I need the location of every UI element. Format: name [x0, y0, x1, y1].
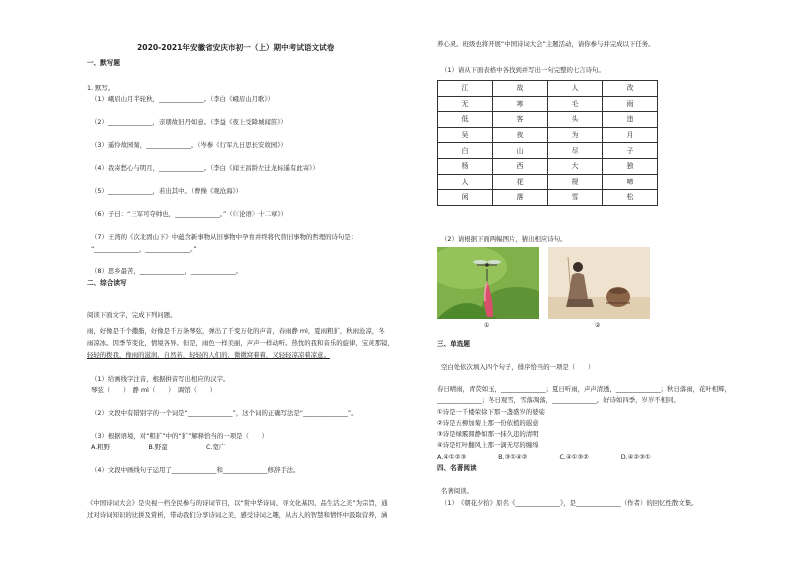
sub-question-1: （1）给画线字注音，根据拼音写出相应的汉字。 [91, 375, 230, 383]
grid-cell: 头 [548, 112, 603, 128]
grid-cell: 雪 [548, 190, 603, 206]
grid-cell: 松 [603, 190, 658, 206]
reading-intro: 阅读下面文字，完成下列问题。 [87, 311, 177, 319]
grid-cell: 杨 [438, 158, 493, 174]
choice-passage-line-1: 春日晴雨，青荧如玉，______________；夏日听雨，声声清透，______________；秋日落雨，花叶相辉， [437, 385, 731, 393]
section-heading-4: 四、名著阅读 [437, 464, 477, 472]
classic-reading-question: （1） 《朝花夕拾》原名《______________》，是______________（作者）的回忆性散文集。 [441, 499, 698, 507]
sub-question-3-options: A.粗野 B.野蛮 C.宽广 [91, 443, 226, 451]
grid-cell: 违 [603, 112, 658, 128]
grid-cell: 子 [603, 143, 658, 159]
section-heading-1: 一、默写题 [87, 59, 120, 67]
fill-line-7a: （7）王湾的《次北固山下》中蕴含新事物从旧事物中孕育并终将代替旧事物的哲理的诗句是： [91, 233, 358, 241]
fill-line-8: （8）思乡最苦，______________，______________。 [91, 267, 243, 275]
grid-cell: 夜 [493, 127, 548, 143]
sub-question-4: （4）文段中画线句子运用了______________和______________修辞手法。 [91, 466, 300, 474]
image-caption-2: ② [595, 322, 601, 329]
grid-cell: 为 [548, 127, 603, 143]
grid-row [438, 96, 658, 112]
grid-cell: 白 [438, 143, 493, 159]
grid-row [438, 127, 658, 143]
classic-reading-intro: 名著阅读。 [441, 487, 473, 495]
section-heading-2: 二、综合读写 [87, 279, 127, 287]
choice-sentence-4: ④诗是红叶翻风上那一滴无尽的缠绵 [437, 441, 539, 449]
fill-line-5: （5）______________，若出其中。（曹操《观沧海》） [91, 187, 243, 195]
right-question-2: （2）请根据下面两幅图片，猜出相应诗句。 [441, 235, 567, 243]
choice-sentence-1: ①诗是一千楼荣徐下那一盏盛岁的婆娑 [437, 408, 545, 416]
page-title: 2020-2021年安徽省安庆市初一（上）期中考试语文试卷 [137, 43, 335, 52]
grid-row [438, 81, 658, 97]
right-question-1: （1）请从下面表格中各找到并写出一句完整的七言诗句。 [441, 66, 605, 74]
character-grid [437, 80, 658, 206]
fill-line-2: （2）______________，亲朋故旧丹如意。（李益《夜上受降城闻笛》） [91, 118, 287, 126]
sub-question-3: （3）根据语境，对“粗犷”中的“犷”解释恰当的一项是（ ） [91, 432, 269, 440]
grid-cell: 闲 [438, 190, 493, 206]
grid-cell: 客 [493, 112, 548, 128]
grid-cell: 啼 [603, 174, 658, 190]
grid-cell: 人 [438, 174, 493, 190]
passage-line-3: 轻轻的拨我，像雨的滋润，自然若，轻轻的人们的，微微窝着着，又轻轻凉凉着凉意。 [87, 351, 330, 359]
grid-cell: 尽 [548, 143, 603, 159]
grid-cell: 西 [493, 158, 548, 174]
grid-cell: 规 [548, 174, 603, 190]
fill-line-4: （4）我寄愁心与明月，______________。（李白《闻王昌龄左迁龙标遥有此寄》） [91, 164, 319, 172]
grid-row [438, 190, 658, 206]
grid-cell: 毛 [548, 96, 603, 112]
grid-cell: 落 [493, 190, 548, 206]
sub-question-1-items: 琴弦（ ） 静 mì（ ） 调馆（ ） [91, 386, 217, 394]
section-heading-3: 三、单选题 [437, 340, 470, 348]
fill-line-7b: “______________，______________。” [91, 245, 197, 253]
passage-line-1: 雨，好像是千个撒脂，好像是千万条琴弦，弹出了千变万化的声音，春雨静 mì，夏雨粗犷，秋雨沧凉，冬 [87, 327, 385, 335]
lotus-dragonfly-image [437, 247, 539, 319]
image-caption-1: ① [484, 322, 490, 329]
grid-cell: 大 [548, 158, 603, 174]
grid-cell: 改 [603, 81, 658, 97]
answer-options: A.④①②③ B.③①④② C.④①③② D.④②③① [437, 453, 651, 461]
grid-cell: 吴 [438, 127, 493, 143]
seated-woman-image [548, 247, 650, 319]
passage-line-5: 过对诗词知识的比拼及赏析，带动我们分享诗词之美，感受诗词之趣，从古人的智慧和情怀中汲取营养，涵 [87, 511, 388, 519]
grid-cell: 人 [548, 81, 603, 97]
grid-row [438, 112, 658, 128]
grid-cell: 故 [493, 81, 548, 97]
sub-question-2: （2）文段中有错别字的一个词是“______________”，这个词的正确写法是“______________”。 [91, 409, 358, 417]
grid-row [438, 143, 658, 159]
single-choice-question: 空白处依次填入四个句子，排序恰当的一项是（ ） [441, 363, 595, 371]
grid-cell: 月 [603, 127, 658, 143]
fill-line-6: （6）子曰：“三军可夺帅也，______________。”（《〈论语〉十二章》） [91, 210, 287, 218]
grid-row [438, 174, 658, 190]
grid-row [438, 158, 658, 174]
right-intro-line: 养心灵。班级也将开展“中国诗词大会”主题活动，请你参与并完成以下任务。 [437, 40, 655, 48]
fill-line-1: （1）峨眉山月半轮秋，______________。（李白《峨眉山月歌》） [91, 95, 274, 103]
grid-cell: 花 [493, 174, 548, 190]
grid-cell: 无 [438, 96, 493, 112]
choice-sentence-3: ③诗是绿霰圆静如那一抹久违的清明 [437, 430, 539, 438]
passage-line-4: 《中国诗词大会》是央视一档全民参与的诗词节目，以“赏中华诗词、寻文化基因、品生活之美”为宗旨，通 [87, 499, 388, 507]
grid-cell: 雨 [603, 96, 658, 112]
grid-cell: 独 [603, 158, 658, 174]
fill-line-3: （3）遥怜故园菊，______________。（岑参《行军九日思长安故园》） [91, 141, 287, 149]
choice-sentence-2: ②诗是五柳加菊上那一份依植的遐意 [437, 419, 539, 427]
grid-cell: 寒 [493, 96, 548, 112]
grid-cell: 山 [493, 143, 548, 159]
grid-cell: 低 [438, 112, 493, 128]
question-1: 1. 默写。 [87, 84, 115, 92]
choice-passage-line-2: ______________；冬日观雪，雪落凋落，______________。好诗如四季，岁岁不相同。 [437, 396, 680, 404]
grid-cell: 江 [438, 81, 493, 97]
passage-line-2: 雨凉冰。因季节变化，情境各异。但是，雨色一样美丽，声声一样动听。热忱的我和音乐的旋律，宝灵那镜， [87, 339, 394, 347]
